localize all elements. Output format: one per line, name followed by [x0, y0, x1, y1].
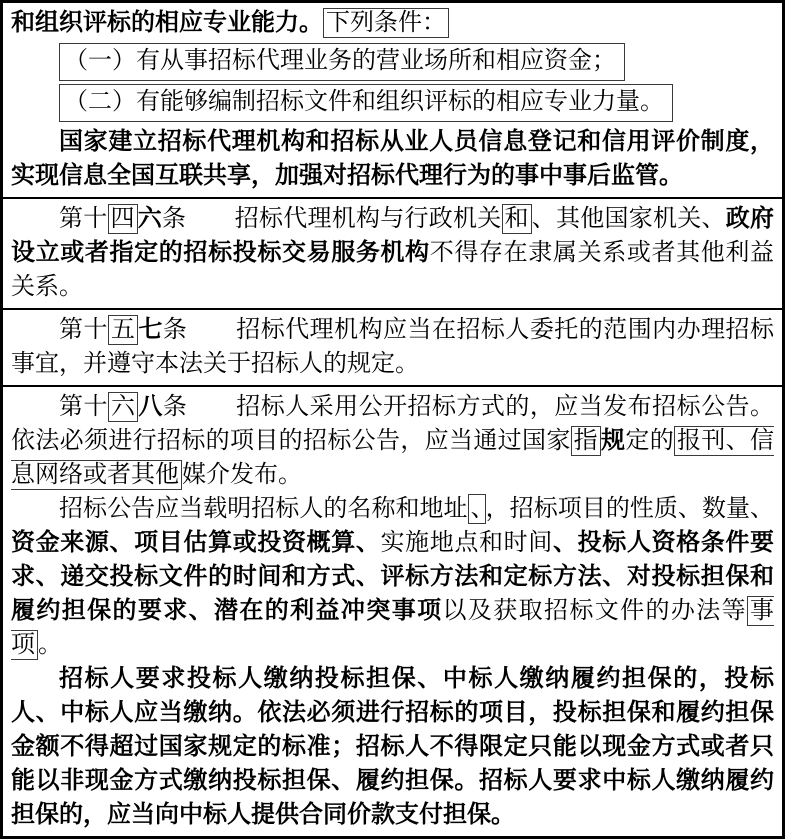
text-run: 定的 — [625, 428, 675, 454]
paragraph — [11, 125, 774, 193]
document-section — [3, 3, 782, 197]
deleted-text-box: 和 — [502, 204, 532, 234]
paragraph — [11, 202, 774, 304]
text-run: 条 招标代理机构应当在招标人委托的范围内办理招标事宜，并遵守本法关于招标人的规定。 — [11, 317, 775, 377]
text-run: 不得存在隶属关系或者其他利益关系。 — [11, 240, 774, 300]
text-run: 、其他国家机关、 — [531, 206, 726, 232]
deleted-text-box: 六 — [108, 392, 138, 422]
inserted-text: 和组织评标的相应专业能力。 — [11, 9, 323, 36]
inserted-text: 六 — [137, 205, 162, 232]
text-run: 条 招标人采用公开招标方式的，应当发布招标公告。依法必须进行招标的项目的招标公告，应当通过国家 — [11, 394, 775, 454]
document-section — [3, 385, 782, 836]
text-run: 第十 — [59, 317, 108, 343]
inserted-text: 规 — [601, 427, 626, 454]
text-run: 以及获取招标文件的办法等 — [442, 598, 748, 624]
paragraph — [11, 313, 774, 381]
document-section — [3, 308, 782, 385]
paragraph — [11, 662, 774, 832]
inserted-text: 八 — [138, 393, 163, 420]
text-run: （二）有能够编制招标文件和组织评标的相应专业力量。 — [64, 89, 664, 115]
text-run: 招标公告应当载明招标人的名称和地址 — [59, 496, 468, 522]
deleted-text-box: 、 — [468, 494, 486, 524]
deleted-text-box: 报刊、信息网络或者其他 — [11, 428, 775, 488]
text-run: 条 招标代理机构与行政机关 — [162, 206, 502, 232]
deleted-clause-box — [59, 43, 625, 81]
inserted-text: 、投标人资格条件要求、递交投标文件的时间和方式、评标方法和定标方法、对投标担保和履约担保的要求、潜在的利益冲突事项 — [11, 529, 775, 624]
document-body — [3, 3, 782, 836]
paragraph — [59, 43, 774, 81]
deleted-text-box: 四 — [108, 204, 138, 234]
inserted-text: 七 — [138, 316, 163, 343]
inserted-text: 国家建立招标代理机构和招标从业人员信息登记和信用评价制度，实现信息全国互联共享，加强对招标代理行为的事中事后监管。 — [11, 128, 774, 189]
text-run: 媒介发布。 — [182, 462, 302, 488]
paragraph — [11, 6, 774, 40]
inserted-text: 招标人要求投标人缴纳投标担保、中标人缴纳履约担保的，投标人、中标人应当缴纳。依法必须进行招标的项目，投标担保和履约担保金额不得超过国家规定的标准；招标人不得限定只能以现金方式或者只能以非现金方式缴纳投标担保、履约担保。招标人要求中标人缴纳履约担保的，应当向中标人提供合同价款支付担保。 — [11, 665, 774, 828]
deleted-text-box: 五 — [108, 315, 138, 345]
text-run: ，招标项目的性质、数量、 — [485, 496, 775, 522]
paragraph — [59, 84, 774, 122]
deleted-text-box: 指 — [571, 426, 601, 456]
deleted-clause-box — [59, 84, 673, 122]
inserted-text: 政府设立或者指定的招标投标交易服务机构 — [11, 205, 774, 266]
paragraph — [11, 492, 774, 662]
paragraph — [11, 390, 774, 492]
document-section — [3, 197, 782, 308]
inserted-text: 资金来源、项目估算或投资概算、 — [11, 529, 381, 556]
text-run: 实施地点和时间 — [380, 530, 553, 556]
text-run: 。 — [38, 632, 62, 658]
deleted-text-box: 事项 — [11, 598, 775, 658]
text-run: 第十 — [59, 394, 108, 420]
text-run: 第十 — [59, 206, 108, 232]
deleted-text-box: 下列条件： — [323, 8, 449, 38]
text-run: （一）有从事招标代理业务的营业场所和相应资金； — [64, 48, 616, 74]
